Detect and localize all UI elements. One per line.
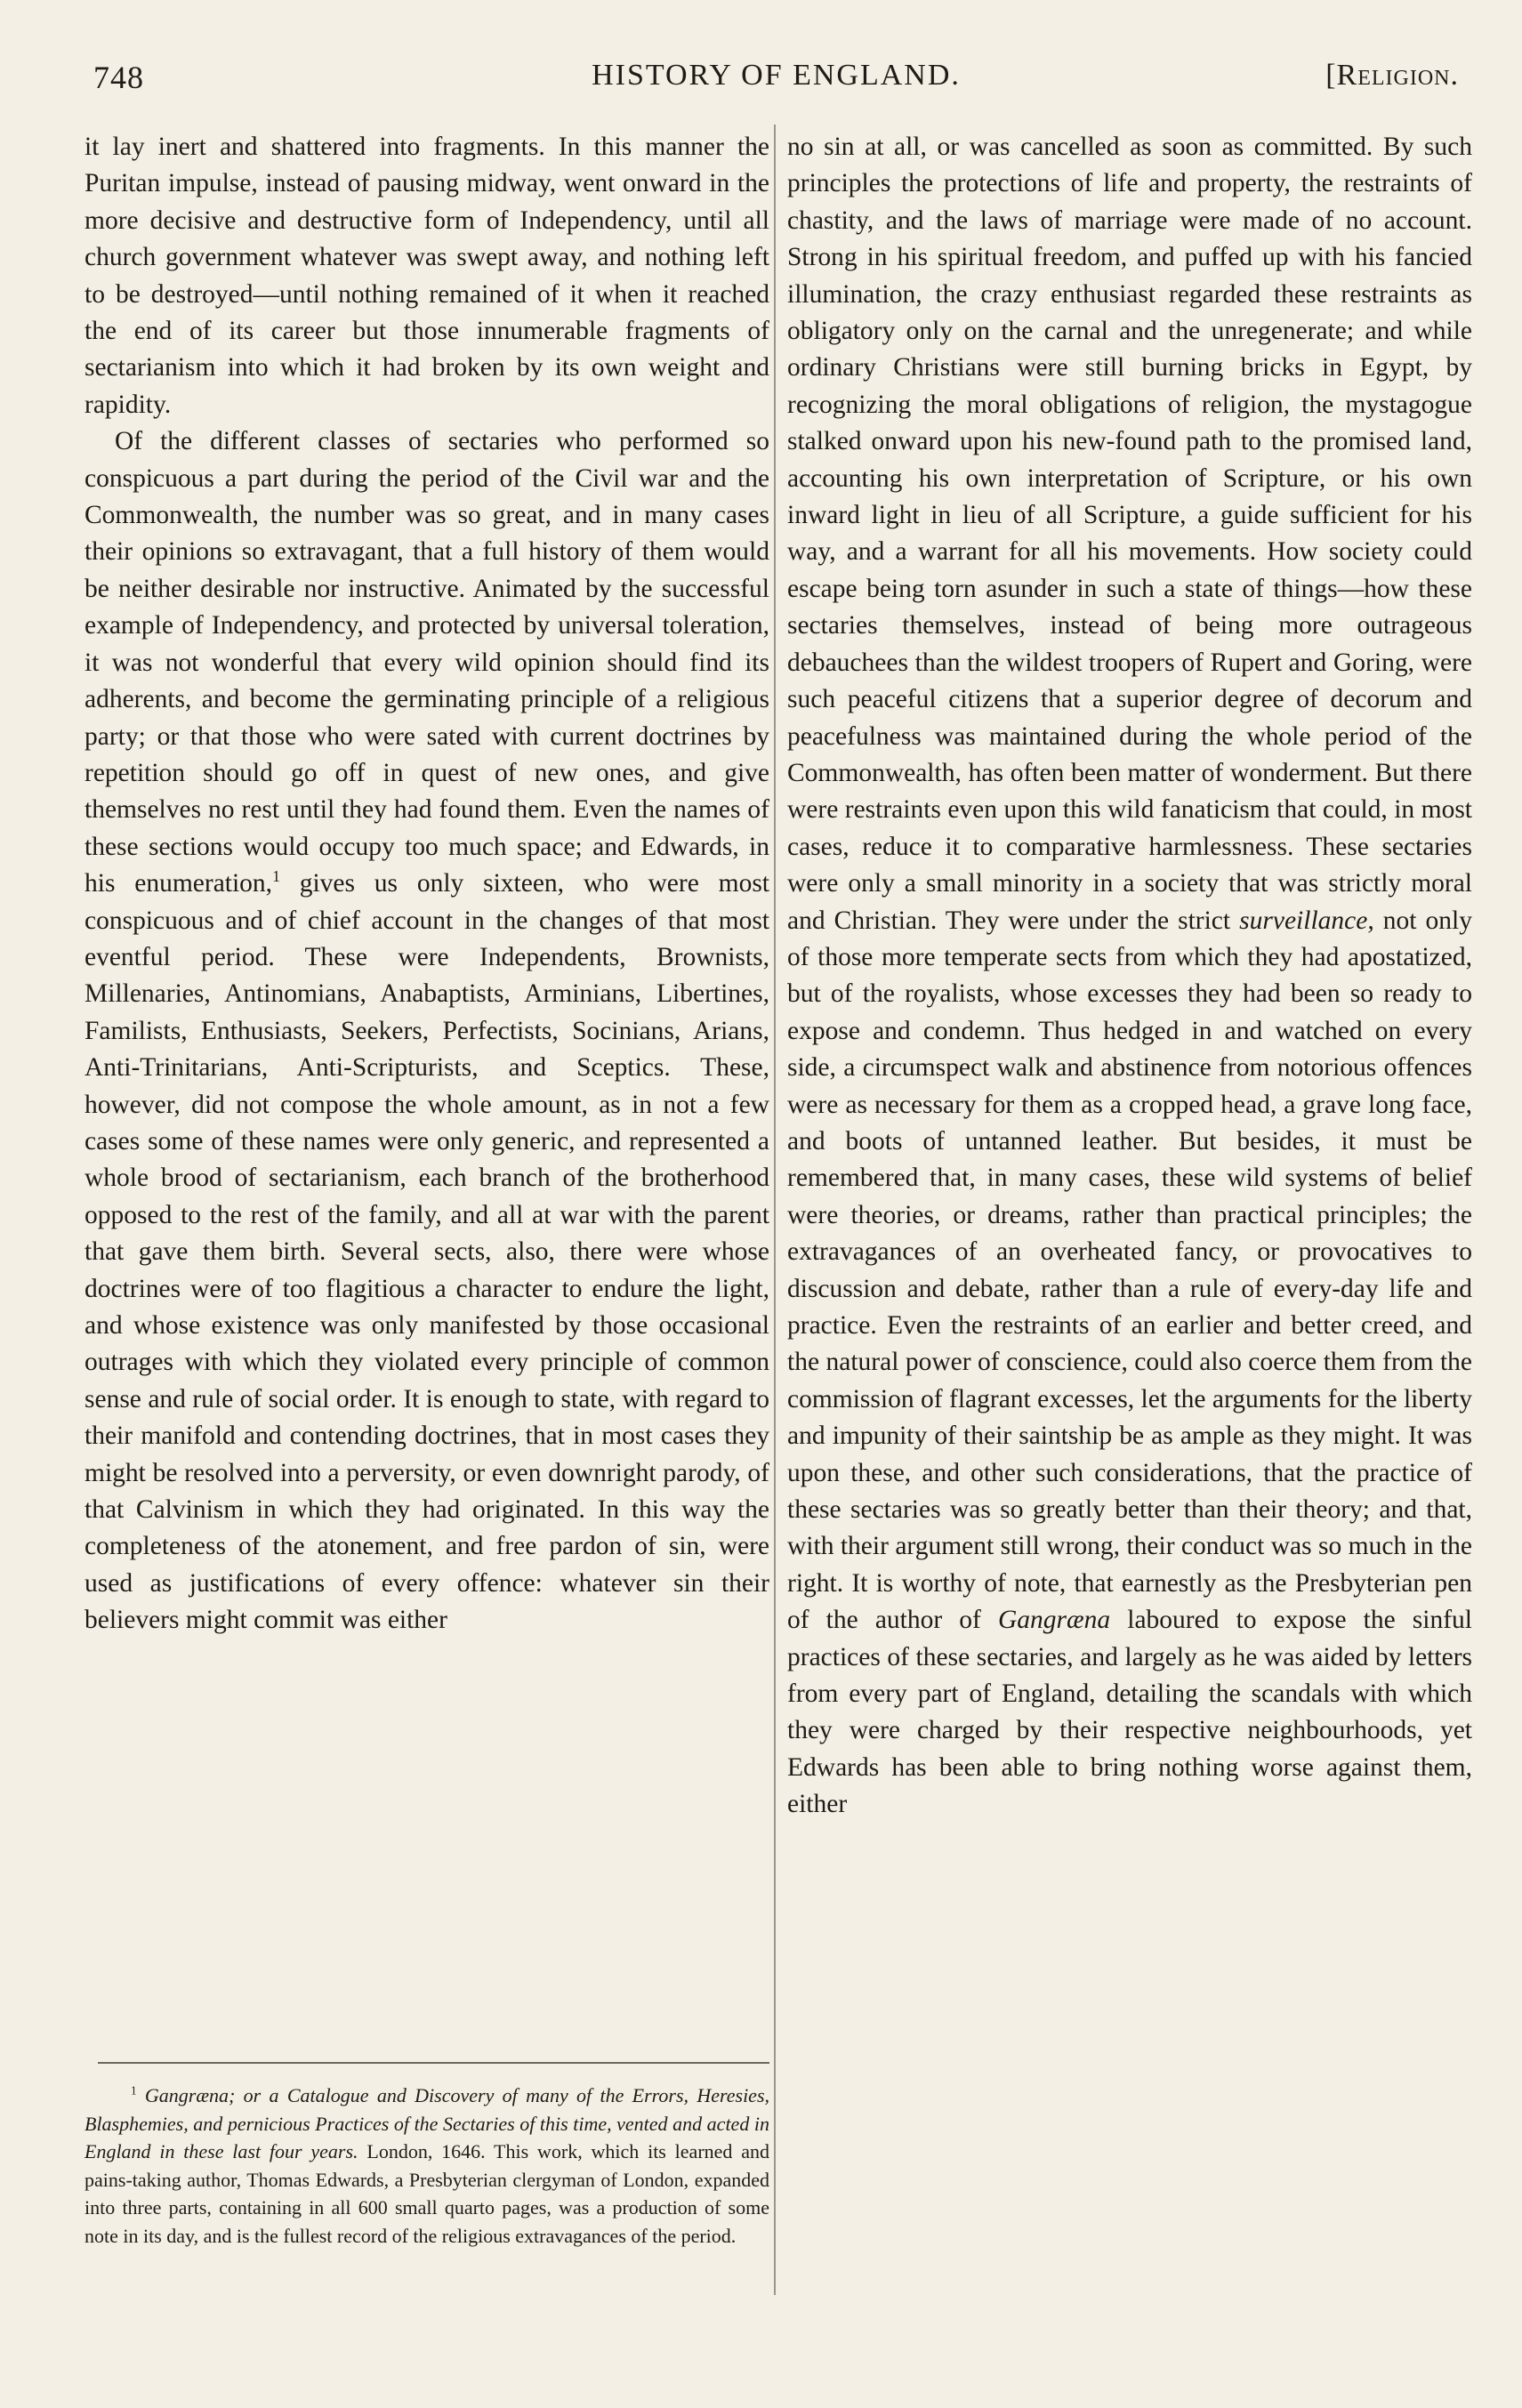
- paragraph: [85, 423, 769, 1639]
- page-number: 748: [93, 60, 144, 95]
- paragraph-text: gives us only sixteen, who were most conspicuous and of chief account in the changes of that most eventful period. These were Independents, Brownists, Millenaries, Antinomians, Anabaptists, Arminians, Libertines, Familists, Enthusiasts, Seekers, Perfectists, Socinians, Arians, Anti-Trinitarians, Anti-Scripturists, and Sceptics. These, however, did not compose the whole amount, as in not a few cases some of these names were only generic, and represented a whole brood of sectarianism, each branch of the brotherhood opposed to the rest of the family, and all at war with the parent that gave them birth. Several sects, also, there were whose doctrines were of too flagitious a character to endure the light, and whose existence was only manifested by those occasional outrages with which they violated every principle of common sense and rule of social order. It is enough to state, with regard to their manifold and contending doctrines, that in most cases they might be resolved into a perversity, or even downright parody, of that Calvinism in which they had originated. In this way the completeness of the atonement, and free pardon of sin, were used as justifications of every offence: whatever sin their believers might commit was either: [85, 869, 769, 1635]
- paragraph-text: not only of those more temperate sects from which they had apostatized, but of the royalists, whose excesses they had been so ready to expose and condemn. Thus hedged in and watched on every side, a circumspect walk and abstinence from notorious offences were as necessary for them as a cropped head, a grave long face, and boots of untanned leather. But besides, it must be remembered that, in many cases, these wild systems of belief were theories, or dreams, rather than practical principles; the extravagances of an overheated fancy, or provocatives to discussion and debate, rather than a rule of every-day life and practice. Even the restraints of an earlier and better creed, and the natural power of conscience, could also coerce them from the commission of flagrant excesses, let the arguments for the liberty and impunity of their saintship be as ample as they might. It was upon these, and other such considerations, that the practice of these sectaries was so greatly better than their theory; and that, with their argument still wrong, their conduct was so much in the right. It is worthy of note, that earnestly as the Presbyterian pen of the author of: [787, 906, 1472, 1635]
- footnote: [85, 2082, 769, 2250]
- left-column: [85, 129, 769, 1639]
- paragraph-text: no sin at all, or was cancelled as soon as committed. By such principles the protections of life and property, the restraints of chastity, and the laws of marriage were made of no account. Strong in his spiritual freedom, and puffed up with his fancied illumination, the crazy enthusiast regarded these restraints as obligatory only on the carnal and the unregenerate; and while ordinary Christians were still burning bricks in Egypt, by recognizing the moral obligations of religion, the mystagogue stalked onward upon his new-found path to the promised land, accounting his own interpretation of Scripture, or his own inward light in lieu of all Scripture, a guide sufficient for his way, and a warrant for all his movements. How society could escape being torn asunder in such a state of things—how these sectaries themselves, instead of being more outrageous debauchees than the wildest troopers of Rupert and Goring, were such peaceful citizens that a superior degree of decorum and peacefulness was maintained during the whole period of the Commonwealth, has often been matter of wonderment. But there were restraints even upon this wild fanaticism that could, in most cases, reduce it to comparative harmlessness. These sectaries were only a small minority in a society that was strictly moral and Christian. They were under the strict: [787, 133, 1472, 935]
- column-divider: [774, 125, 776, 2295]
- paragraph-text: laboured to expose the sinful practices of these sectaries, and largely as he was aided by letters from every part of England, detailing the scandals with which they were charged by their respective neighbourhoods, yet Edwards has been able to bring nothing worse against them, either: [787, 1606, 1472, 1819]
- paragraph-text: it lay inert and shattered into fragments. In this manner the Puritan impulse, instead of pausing midway, went onward in the more decisive and destructive form of Independency, until all church government whatever was swept away, and nothing left to be destroyed—until nothing remained of it when it reached the end of its career but those innumerable fragments of sectarianism into which it had broken by its own weight and rapidity.: [85, 133, 769, 419]
- italic-title: Gangræna: [997, 1606, 1111, 1635]
- footnote-divider: [98, 2062, 769, 2064]
- footnote-text: London, 1646. This work, which its learned and pains-taking author, Thomas Edwards, a Presbyterian clergyman of London, expanded into three parts, containing in all 600 small quarto pages, was a production of some note in its day, and is the fullest record of the religious extravagances of the period.: [85, 2140, 769, 2247]
- footnote-reference[interactable]: 1: [272, 867, 280, 886]
- paragraph-text: Of the different classes of sectaries who performed so conspicuous a part during the period of the Civil war and the Commonwealth, the number was so great, and in many cases their opinions so extravagant, that a full history of them would be neither desirable nor instructive. Animated by the successful example of Independency, and protected by universal toleration, it was not wonderful that every wild opinion should find its adherents, and become the germinating principle of a religious party; or that those who were sated with current doctrines by repetition should go off in quest of new ones, and give themselves no rest until they had found them. Even the names of these sections would occupy too much space; and Edwards, in his enumeration,: [85, 427, 769, 898]
- paragraph: [85, 129, 769, 423]
- italic-term: surveillance,: [1239, 906, 1374, 935]
- paragraph: [787, 129, 1472, 1824]
- footnote-mark: 1: [131, 2083, 137, 2098]
- section-label: [Religion.: [1325, 59, 1459, 92]
- footnote-italic: Gangræna; or a Catalogue and Discovery of many of the Errors, Heresies, Blasphemies, and pernicious Practices of the Sectaries of this time, vented and acted in England in these last four years.: [85, 2084, 770, 2162]
- running-header: [93, 53, 1459, 107]
- page-title: HISTORY OF ENGLAND.: [592, 59, 961, 92]
- right-column: [787, 129, 1472, 1824]
